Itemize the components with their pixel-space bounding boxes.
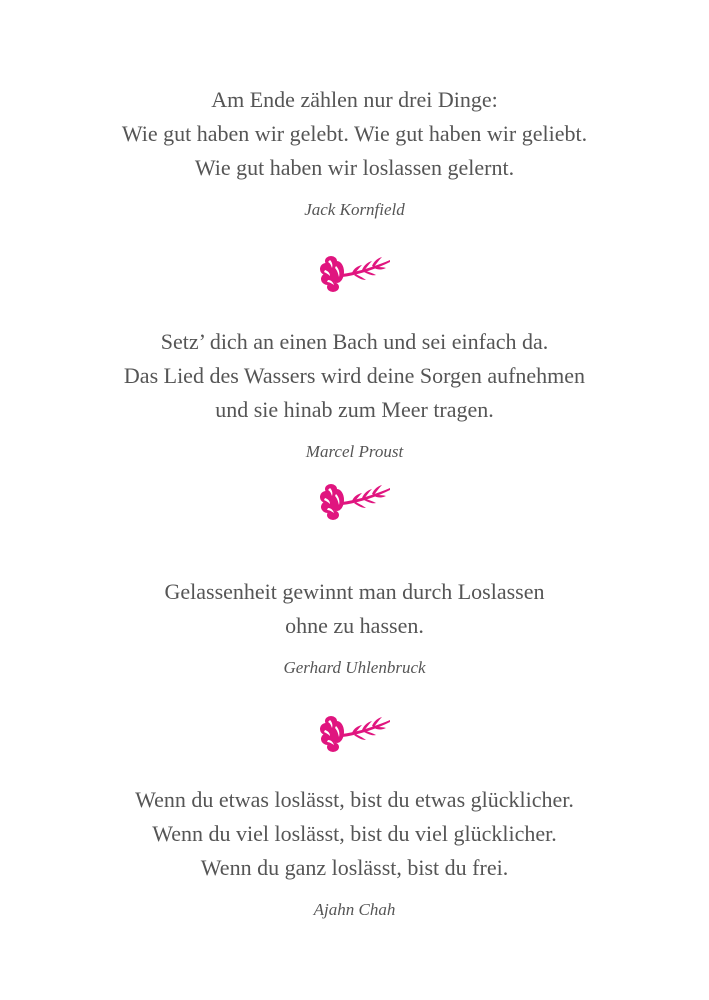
- quote-line: Wenn du ganz loslässt, bist du frei.: [200, 855, 509, 880]
- flower-icon-graphic: [318, 252, 392, 296]
- quote-block-2: [0, 325, 709, 463]
- flower-icon-graphic: [318, 712, 392, 756]
- quote-author: Ajahn Chah: [313, 900, 396, 919]
- flower-icon-graphic: [318, 480, 392, 524]
- quote-author: Marcel Proust: [305, 442, 404, 461]
- quote-line: Wie gut haben wir gelebt. Wie gut haben wir geliebt.: [121, 121, 588, 146]
- flower-icon: [318, 480, 392, 524]
- quote-author: Jack Kornfield: [304, 200, 405, 219]
- flower-icon: [318, 252, 392, 296]
- quote-line: Wie gut haben wir loslassen gelernt.: [194, 155, 515, 180]
- quote-author: Gerhard Uhlenbruck: [283, 658, 426, 677]
- quote-block-1: [0, 83, 709, 221]
- quote-line: Setz’ dich an einen Bach und sei einfach da.: [160, 329, 549, 354]
- quote-line: ohne zu hassen.: [285, 613, 424, 638]
- quote-line: und sie hinab zum Meer tragen.: [215, 397, 494, 422]
- quote-line: Wenn du viel loslässt, bist du viel glücklicher.: [152, 821, 557, 846]
- quote-block-4: [0, 783, 709, 921]
- quote-line: Das Lied des Wassers wird deine Sorgen aufnehmen: [123, 363, 586, 388]
- quote-block-3: [0, 575, 709, 679]
- quote-line: Wenn du etwas loslässt, bist du etwas glücklicher.: [135, 787, 574, 812]
- quote-line: Am Ende zählen nur drei Dinge:: [211, 87, 498, 112]
- quote-line: Gelassenheit gewinnt man durch Loslassen: [164, 579, 545, 604]
- flower-icon: [318, 712, 392, 756]
